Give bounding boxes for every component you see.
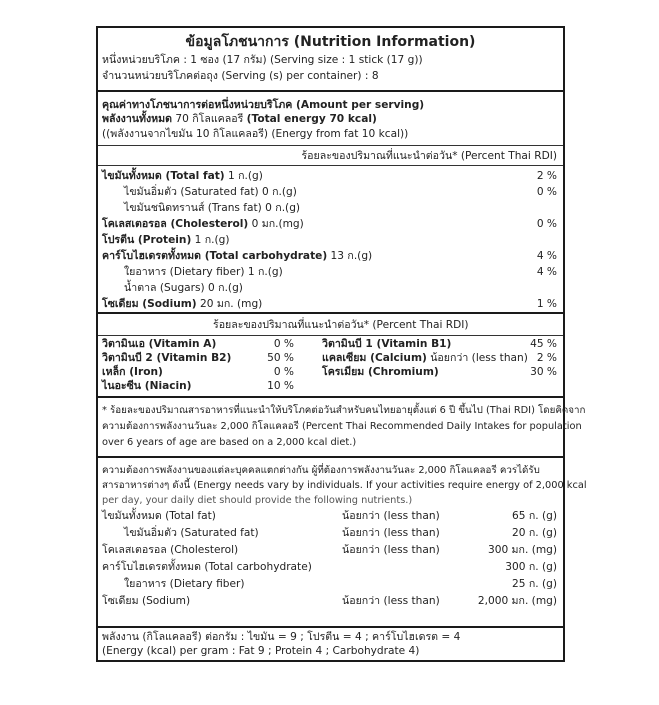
nutrient-name: คาร์โบไฮเดรตทั้งหมด (Total carbohydrate) (102, 250, 328, 262)
nutrient-row (102, 298, 557, 311)
daily-comparator: น้อยกว่า (less than) (342, 527, 440, 539)
daily-value: 65 ก. (g) (512, 510, 557, 522)
daily-value: 300 มก. (mg) (487, 544, 557, 556)
nutrient-amount: ไขมันชนิดทรานส์ (Trans fat) 0 ก.(g) (124, 202, 301, 214)
macros-section (98, 92, 563, 314)
vitamin-percent: 50 % (267, 352, 294, 364)
daily-value: 2,000 มก. (mg) (477, 595, 557, 607)
daily-comparator: น้อยกว่า (less than) (342, 544, 440, 556)
serving-size: หนึ่งหน่วยบริโภค : 1 ซอง (17 กรัม) (Serving size : 1 stick (17 g)) (102, 54, 423, 66)
nutrient-amount: 1 ก.(g) (224, 170, 263, 182)
vitamin-rdi-heading: ร้อยละของปริมาณที่แนะนำต่อวัน* (Percent Thai RDI) (213, 319, 469, 331)
nutrient-percent: 0 % (536, 186, 557, 198)
vitamin-name: วิตามินบี 2 (Vitamin B2) (102, 352, 232, 364)
nutrient-percent: 4 % (536, 250, 557, 262)
nutrient-name: โคเลสเตอรอล (Cholesterol) (102, 218, 249, 230)
footnote-line: * ร้อยละของปริมาณสารอาหารที่แนะนำให้บริโภคต่อวันสำหรับคนไทยอายุตั้งแต่ 6 ปี ขึ้นไป (Thai RDI) โดยคิดจาก (102, 405, 586, 416)
daily-intro-line: สารอาหารต่างๆ ดังนี้ (Energy needs vary by individuals. If your activities require energy of 2,000 kcal (102, 480, 587, 491)
daily-value: 25 ก. (g) (512, 578, 557, 590)
daily-comparator: น้อยกว่า (less than) (342, 510, 440, 522)
vitamin-percent: 10 % (267, 380, 294, 392)
vitamins-section (98, 314, 563, 398)
servings-per-container: จำนวนหน่วยบริโภคต่อถุง (Serving (s) per container) : 8 (102, 70, 379, 82)
daily-intro-line: ความต้องการพลังงานของแต่ละบุคคลแตกต่างกัน ผู้ที่ต้องการพลังงานวันละ 2,000 กิโลแคลอรี ควรได้รับ (102, 465, 540, 476)
label-title: ข้อมูลโภชนาการ (Nutrition Information) (185, 34, 476, 50)
daily-intro-line: per day, your daily diet should provide the following nutrients.) (102, 495, 413, 506)
nutrient-row (124, 186, 557, 199)
divider (98, 145, 563, 146)
nutrition-label (96, 26, 587, 662)
vitamin-name: เหล็ก (Iron) (102, 366, 163, 378)
nutrient-percent: 2 % (536, 170, 557, 182)
nutrient-percent: 4 % (536, 266, 557, 278)
vitamin-percent: 30 % (530, 366, 557, 378)
vitamin-right (322, 352, 528, 365)
vitamin-right (322, 338, 451, 351)
daily-value: 20 ก. (g) (512, 527, 557, 539)
energy-per-gram-section (98, 628, 563, 660)
vitamin-percent: 2 % (536, 352, 557, 364)
nutrient-row (102, 170, 557, 183)
energy-from-fat: ((พลังงานจากไขมัน 10 กิโลแคลอรี) (Energy from fat 10 kcal)) (102, 128, 409, 140)
divider (98, 335, 563, 336)
divider (98, 165, 563, 166)
vitamin-name: วิตามินเอ (Vitamin A) (102, 338, 217, 350)
vitamin-percent: 0 % (273, 366, 294, 378)
nutrient-amount: 13 ก.(g) (327, 250, 373, 262)
nutrient-amount: ไขมันอิ่มตัว (Saturated fat) 0 ก.(g) (124, 186, 297, 198)
daily-needs-section (98, 458, 587, 628)
nutrient-amount: 20 มก. (mg) (196, 298, 263, 310)
nutrient-amount: 0 มก.(mg) (248, 218, 304, 230)
nutrient-row (102, 234, 557, 247)
nutrient-row (102, 218, 557, 231)
vitamin-qualifier: น้อยกว่า (less than) (426, 352, 528, 364)
energy-value: 70 กิโลแคลอรี (172, 113, 247, 125)
amount-heading: คุณค่าทางโภชนาการต่อหนึ่งหน่วยบริโภค (Amount per serving) (102, 99, 425, 111)
daily-nutrient: ใยอาหาร (Dietary fiber) (124, 578, 245, 590)
total-energy (102, 113, 557, 126)
nutrient-row (124, 202, 557, 215)
daily-nutrient: โซเดียม (Sodium) (102, 595, 191, 607)
vitamin-name: วิตามินบี 1 (Vitamin B1) (322, 338, 452, 350)
vitamin-percent: 0 % (273, 338, 294, 350)
header-section (98, 28, 563, 92)
vitamin-name: ไนอะซีน (Niacin) (102, 380, 192, 392)
vitamin-right (322, 366, 439, 379)
nutrient-percent: 1 % (536, 298, 557, 310)
vitamin-name: แคลเซียม (Calcium) (322, 352, 427, 364)
energy-per-gram-th: พลังงาน (กิโลแคลอรี) ต่อกรัม : ไขมัน = 9 ; โปรตีน = 4 ; คาร์โบไฮเดรต = 4 (102, 631, 461, 643)
vitamin-name: โครเมียม (Chromium) (322, 366, 439, 378)
daily-nutrient: ไขมันอิ่มตัว (Saturated fat) (124, 527, 259, 539)
daily-nutrient: ไขมันทั้งหมด (Total fat) (102, 510, 216, 522)
nutrient-row (102, 250, 557, 263)
nutrient-percent: 0 % (536, 218, 557, 230)
daily-value: 300 ก. (g) (505, 561, 557, 573)
nutrient-name: ไขมันทั้งหมด (Total fat) (102, 170, 225, 182)
vitamin-percent: 45 % (530, 338, 557, 350)
nutrient-amount: ใยอาหาร (Dietary fiber) 1 ก.(g) (124, 266, 283, 278)
energy-label: พลังงานทั้งหมด (102, 113, 173, 125)
energy-en: (Total energy 70 kcal) (246, 113, 377, 125)
footnote-line: over 6 years of age are based on a 2,000 kcal diet.) (102, 437, 357, 448)
rdi-heading: ร้อยละของปริมาณที่แนะนำต่อวัน* (Percent Thai RDI) (301, 150, 557, 162)
footnote-line: ความต้องการพลังงานวันละ 2,000 กิโลแคลอรี (Percent Thai Recommended Daily Intakes for population (102, 421, 582, 432)
nutrient-amount: 1 ก.(g) (191, 234, 230, 246)
nutrient-name: โซเดียม (Sodium) (102, 298, 197, 310)
footnote-section (98, 398, 586, 458)
energy-per-gram-en: (Energy (kcal) per gram : Fat 9 ; Protein 4 ; Carbohydrate 4) (102, 645, 420, 657)
daily-comparator: น้อยกว่า (less than) (342, 595, 440, 607)
nutrient-row (124, 282, 557, 295)
nutrient-amount: น้ำตาล (Sugars) 0 ก.(g) (124, 282, 243, 294)
nutrient-name: โปรตีน (Protein) (102, 234, 192, 246)
daily-nutrient: โคเลสเตอรอล (Cholesterol) (102, 544, 239, 556)
daily-nutrient: คาร์โบไฮเดรตทั้งหมด (Total carbohydrate) (102, 561, 312, 573)
nutrient-row (124, 266, 557, 279)
